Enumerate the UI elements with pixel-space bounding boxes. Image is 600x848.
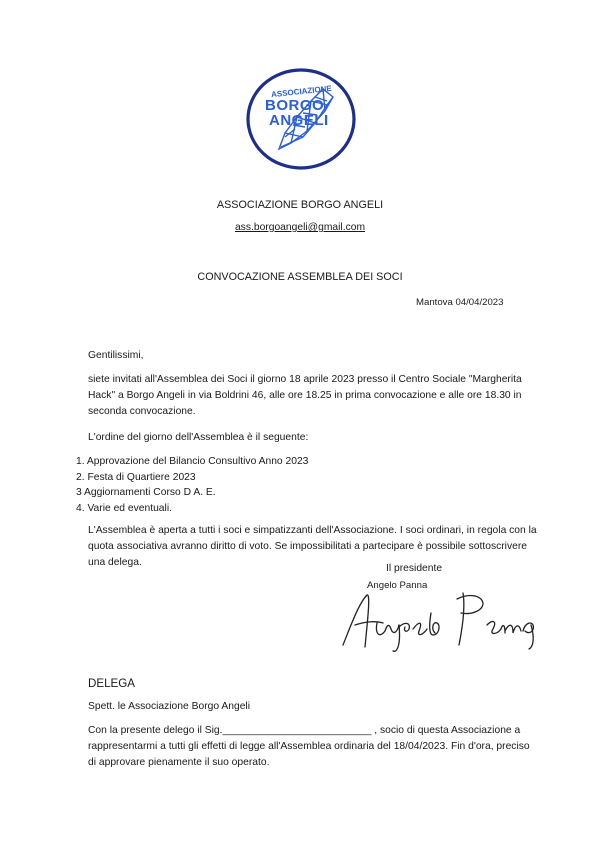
association-logo [245, 67, 357, 171]
delega-heading: DELEGA [88, 677, 136, 690]
place-date: Mantova 04/04/2023 [416, 297, 504, 308]
agenda-item: 4. Varie ed eventuali. [76, 502, 172, 514]
org-name: ASSOCIAZIONE BORGO ANGELI [216, 199, 384, 211]
org-email-wrap [0, 222, 600, 233]
logo-line-1: ASSOCIAZIONE [270, 83, 333, 100]
agenda-item: 2. Festa di Quartiere 2023 [76, 471, 196, 483]
logo-line-3: ANGELI [269, 112, 329, 129]
closing-paragraph: L'Assemblea è aperta a tutti i soci e simpatizzanti dell'Associazione. I soci ordinari, in regola con la quota associativa avranno diritto di voto. Se impossibilitati a partecipare è possibile sottoscrivere una delega. [88, 525, 537, 568]
delega-addressee: Spett. le Associazione Borgo Angeli [88, 701, 250, 712]
greeting: Gentilissimi, [88, 350, 144, 361]
agenda-item: 3 Aggiornamenti Corso D A. E. [76, 487, 216, 498]
org-email-link[interactable]: ass.borgoangeli@gmail.com [234, 222, 366, 233]
logo-line-2: BORGO [265, 97, 325, 114]
document-title: CONVOCAZIONE ASSEMBLEA DEI SOCI [197, 271, 403, 283]
agenda-list [76, 454, 308, 516]
signature-name: Angelo Panna [367, 580, 428, 591]
agenda-intro: L'ordine del giorno dell'Assemblea è il seguente: [88, 432, 309, 443]
handwritten-signature [337, 585, 547, 655]
signature-role: Il presidente [386, 563, 443, 574]
delega-paragraph: Con la presente delego il Sig.__________________________ , socio di questa Associazione a rappresentarmi a tutti gli effetti di legge all'Assemblea ordinaria del 18/04/2023. Fin d'ora, preciso di approvare pienamente il suo operato. [88, 725, 530, 768]
agenda-item: 1. Approvazione del Bilancio Consultivo Anno 2023 [76, 456, 309, 467]
invitation-paragraph: siete invitati all'Assemblea dei Soci il giorno 18 aprile 2023 presso il Centro Sociale "Margherita Hack" a Borgo Angeli in via Boldrini 46, alle ore 18.25 in prima convocazione e alle ore 18.30 in seconda convocazione. [88, 374, 522, 417]
